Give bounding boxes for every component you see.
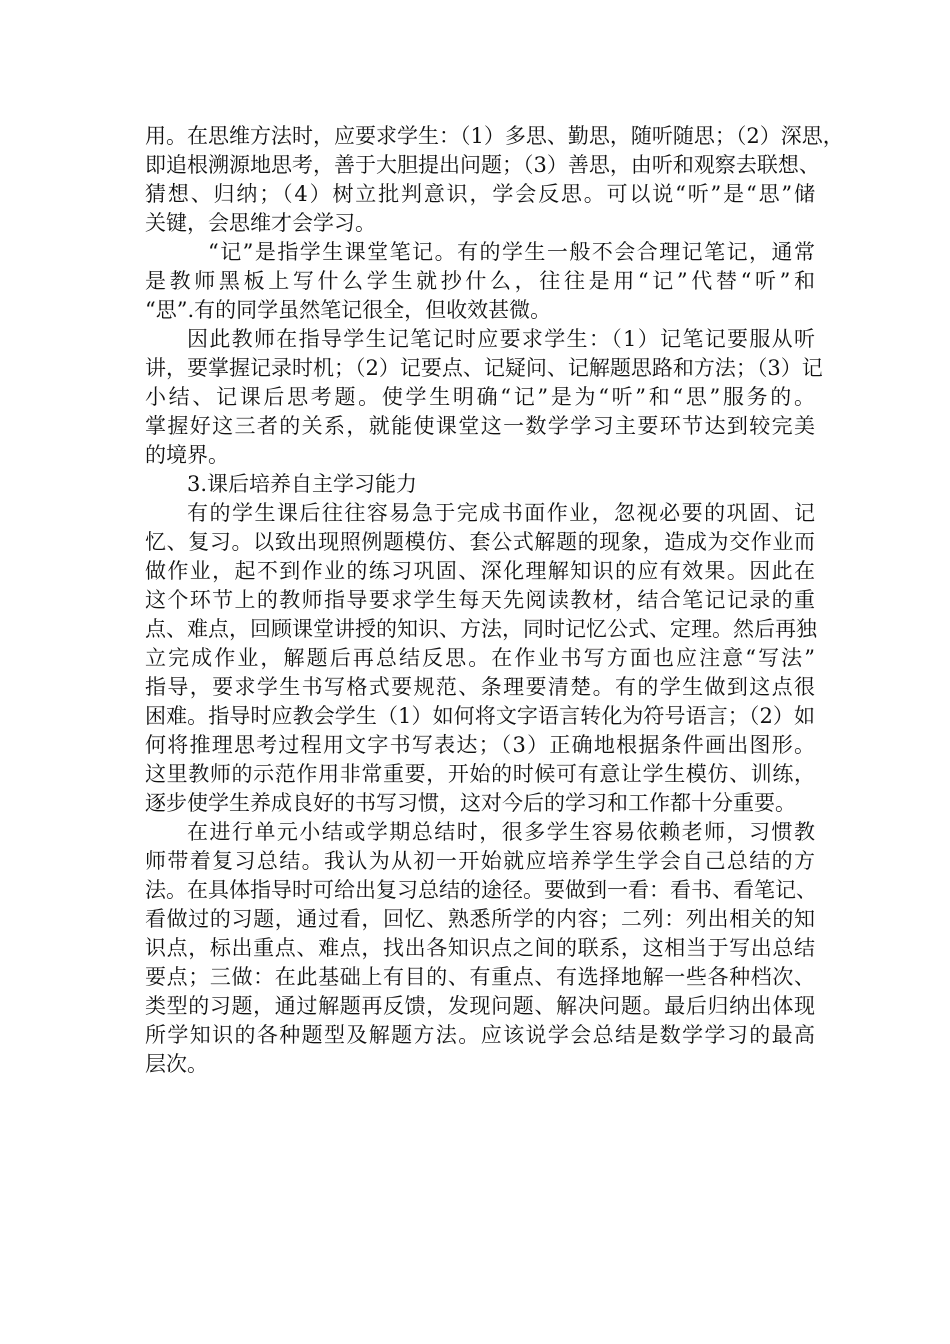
text-line: 是教师黑板上写什么学生就抄什么，往往是用“记”代替“听”和 <box>145 269 815 293</box>
text-line: 指导，要求学生书写格式要规范、条理要清楚。有的学生做到这点很 <box>145 675 815 699</box>
text-line: 小结、记课后思考题。使学生明确“记”是为“听”和“思”服务的。 <box>145 385 815 409</box>
text-line: “思”.有的同学虽然笔记很全，但收效甚微。 <box>145 298 552 322</box>
text-line: 类型的习题，通过解题再反馈，发现问题、解决问题。最后归纳出体现 <box>145 994 815 1018</box>
text-line: 立完成作业，解题后再总结反思。在作业书写方面也应注意“写法” <box>145 646 815 670</box>
text-line: 这个环节上的教师指导要求学生每天先阅读教材，结合笔记记录的重 <box>145 588 815 612</box>
text-line: 在进行单元小结或学期总结时，很多学生容易依赖老师，习惯教 <box>187 820 815 844</box>
text-line: 有的学生课后往往容易急于完成书面作业，忽视必要的巩固、记 <box>187 501 815 525</box>
text-line: 做作业，起不到作业的练习巩固、深化理解知识的应有效果。因此在 <box>145 559 815 583</box>
text-line: 点、难点，回顾课堂讲授的知识、方法，同时记忆公式、定理。然后再独 <box>145 617 817 641</box>
text-line: 逐步使学生养成良好的书写习惯，这对今后的学习和工作都十分重要。 <box>145 791 796 815</box>
text-line: 所学知识的各种题型及解题方法。应该说学会总结是数学学习的最高 <box>145 1023 815 1047</box>
text-line: 师带着复习总结。我认为从初一开始就应培养学生学会自己总结的方 <box>145 849 815 873</box>
text-line: “记”是指学生课堂笔记。有的学生一般不会合理记笔记，通常 <box>208 240 815 264</box>
text-line: 关键，会思维才会学习。 <box>145 211 376 235</box>
text-line: 要点；三做：在此基础上有目的、有重点、有选择地解一些各种档次、 <box>145 965 815 989</box>
text-line: 讲，要掌握记录时机；（2）记要点、记疑问、记解题思路和方法；（3）记 <box>145 356 823 380</box>
text-line: 即追根溯源地思考，善于大胆提出问题；（3）善思，由听和观察去联想、 <box>145 153 820 177</box>
document-body <box>145 122 844 1079</box>
text-line: 这里教师的示范作用非常重要，开始的时候可有意让学生模仿、训练， <box>145 762 815 786</box>
text-line: 法。在具体指导时可给出复习总结的途径。要做到一看：看书、看笔记、 <box>145 878 817 902</box>
text-line: 的境界。 <box>145 443 229 467</box>
text-line: 识点，标出重点、难点，找出各知识点之间的联系，这相当于写出总结 <box>145 936 815 960</box>
text-line: 何将推理思考过程用文字书写表达；（3）正确地根据条件画出图形。 <box>145 733 815 757</box>
text-line: 层次。 <box>145 1052 208 1076</box>
text-line: 看做过的习题，通过看，回忆、熟悉所学的内容；二列：列出相关的知 <box>145 907 815 931</box>
text-line: 掌握好这三者的关系，就能使课堂这一数学学习主要环节达到较完美 <box>145 414 815 438</box>
text-line: 用。在思维方法时，应要求学生：（1）多思、勤思，随听随思；（2）深思， <box>145 124 844 148</box>
text-line: 猜想、归纳；（4）树立批判意识，学会反思。可以说“听”是“思”储 <box>145 182 815 206</box>
text-line: 忆、复习。以致出现照例题模仿、套公式解题的现象，造成为交作业而 <box>145 530 815 554</box>
text-line: 困难。指导时应教会学生（1）如何将文字语言转化为符号语言；（2）如 <box>145 704 815 728</box>
text-line: 3.课后培养自主学习能力 <box>187 472 418 496</box>
text-line: 因此教师在指导学生记笔记时应要求学生：（1）记笔记要服从听 <box>187 327 815 351</box>
